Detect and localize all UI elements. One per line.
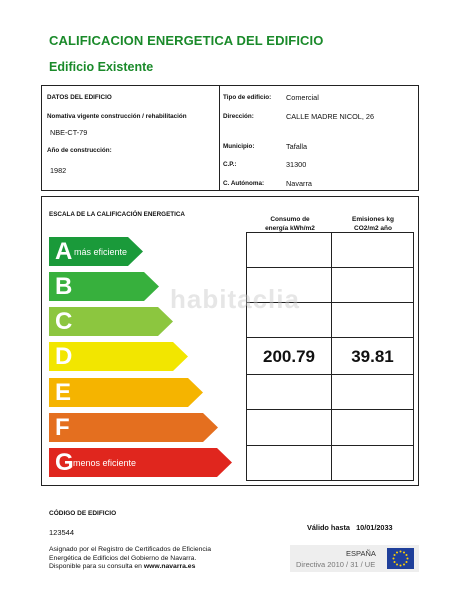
class-g-letter: G — [55, 449, 74, 476]
class-f-arrow — [49, 413, 218, 442]
scale-section-label: ESCALA DE LA CALIFICACIÓN ENERGETICA — [49, 211, 185, 218]
class-g-tag: menos eficiente — [73, 458, 137, 468]
address-label: Dirección: — [223, 113, 254, 120]
class-d-letter: D — [55, 343, 73, 370]
badge-country: ESPAÑA — [346, 549, 376, 558]
badge-directive: Directiva 2010 / 31 / UE — [296, 560, 376, 569]
column-divider — [219, 86, 220, 190]
valid-until — [307, 523, 393, 532]
consumption-header-line-1: Consumo de — [270, 216, 310, 223]
class-a-tag: más eficiente — [74, 247, 128, 257]
building-code-value: 123544 — [49, 528, 75, 537]
emissions-value: 39.81 — [351, 347, 394, 366]
valid-until-value: 10/01/2033 — [356, 523, 393, 532]
norm-label: Nomativa vigente construcción / rehabilitación — [47, 113, 187, 120]
grid-line — [246, 232, 414, 233]
class-d-arrow — [49, 342, 188, 371]
postal-code-value: 31300 — [286, 160, 307, 169]
valid-until-label: Válido hasta — [307, 523, 350, 532]
consumption-header — [248, 215, 332, 233]
registry-line-3-prefix: Disponible para su consulta en — [49, 563, 144, 570]
grid-line — [246, 337, 414, 338]
class-b-letter: B — [55, 273, 73, 300]
page-subtitle: Edificio Existente — [49, 60, 154, 74]
year-label: Año de construcción: — [47, 147, 112, 154]
emissions-header-line-2: CO2/m2 año — [354, 225, 392, 232]
eu-directive-badge — [290, 545, 419, 572]
grid-line — [246, 480, 414, 481]
municipality-value: Tafalla — [286, 142, 308, 151]
class-e-arrow — [49, 378, 203, 407]
eu-flag-icon — [387, 548, 414, 569]
address-value: CALLE MADRE NICOL, 26 — [286, 112, 374, 121]
registry-line-3 — [49, 563, 269, 572]
registry-note — [49, 546, 269, 572]
grid-line — [246, 445, 414, 446]
class-f-letter: F — [55, 414, 70, 441]
class-e-shape — [49, 378, 203, 407]
grid-line — [246, 409, 414, 410]
class-e-letter: E — [55, 379, 72, 406]
year-value: 1982 — [50, 166, 67, 175]
postal-code-label: C.P.: — [223, 161, 237, 168]
norm-value: NBE-CT-79 — [50, 128, 88, 137]
class-c-arrow — [49, 307, 173, 336]
energy-scale-box — [41, 196, 419, 486]
class-a-letter: A — [55, 238, 73, 265]
class-g-arrow — [49, 448, 232, 477]
consumption-value: 200.79 — [263, 347, 315, 366]
type-label: Tipo de edificio: — [223, 94, 272, 101]
grid-line — [246, 374, 414, 375]
watermark-logo: habitaclia — [170, 284, 300, 314]
registry-line-1: Asignado por el Registro de Certificados de Eficiencia — [49, 546, 212, 553]
type-value: Comercial — [286, 93, 319, 102]
consumption-header-line-2: energía kWh/m2 — [265, 225, 315, 232]
class-b-arrow — [49, 272, 159, 301]
grid-line — [413, 232, 414, 481]
registry-line-2: Energética de Edificios del Gobierno de Navarra. — [49, 554, 197, 562]
class-c-letter: C — [55, 308, 73, 335]
municipality-label: Municipio: — [223, 143, 255, 150]
building-data-box — [41, 85, 419, 191]
building-section-label: DATOS DEL EDIFICIO — [47, 94, 112, 101]
registry-link[interactable]: www.navarra.es — [143, 563, 196, 570]
grid-line — [246, 267, 414, 268]
emissions-header-line-1: Emisiones kg — [352, 216, 394, 223]
emissions-header — [332, 215, 414, 233]
class-a-arrow — [49, 237, 143, 266]
class-f-shape — [49, 413, 218, 442]
region-value: Navarra — [286, 179, 312, 188]
building-code-label: CÓDIGO DE EDIFICIO — [49, 510, 117, 517]
page-title: CALIFICACION ENERGETICA DEL EDIFICIO — [49, 33, 324, 48]
region-label: C. Autónoma: — [223, 180, 265, 187]
